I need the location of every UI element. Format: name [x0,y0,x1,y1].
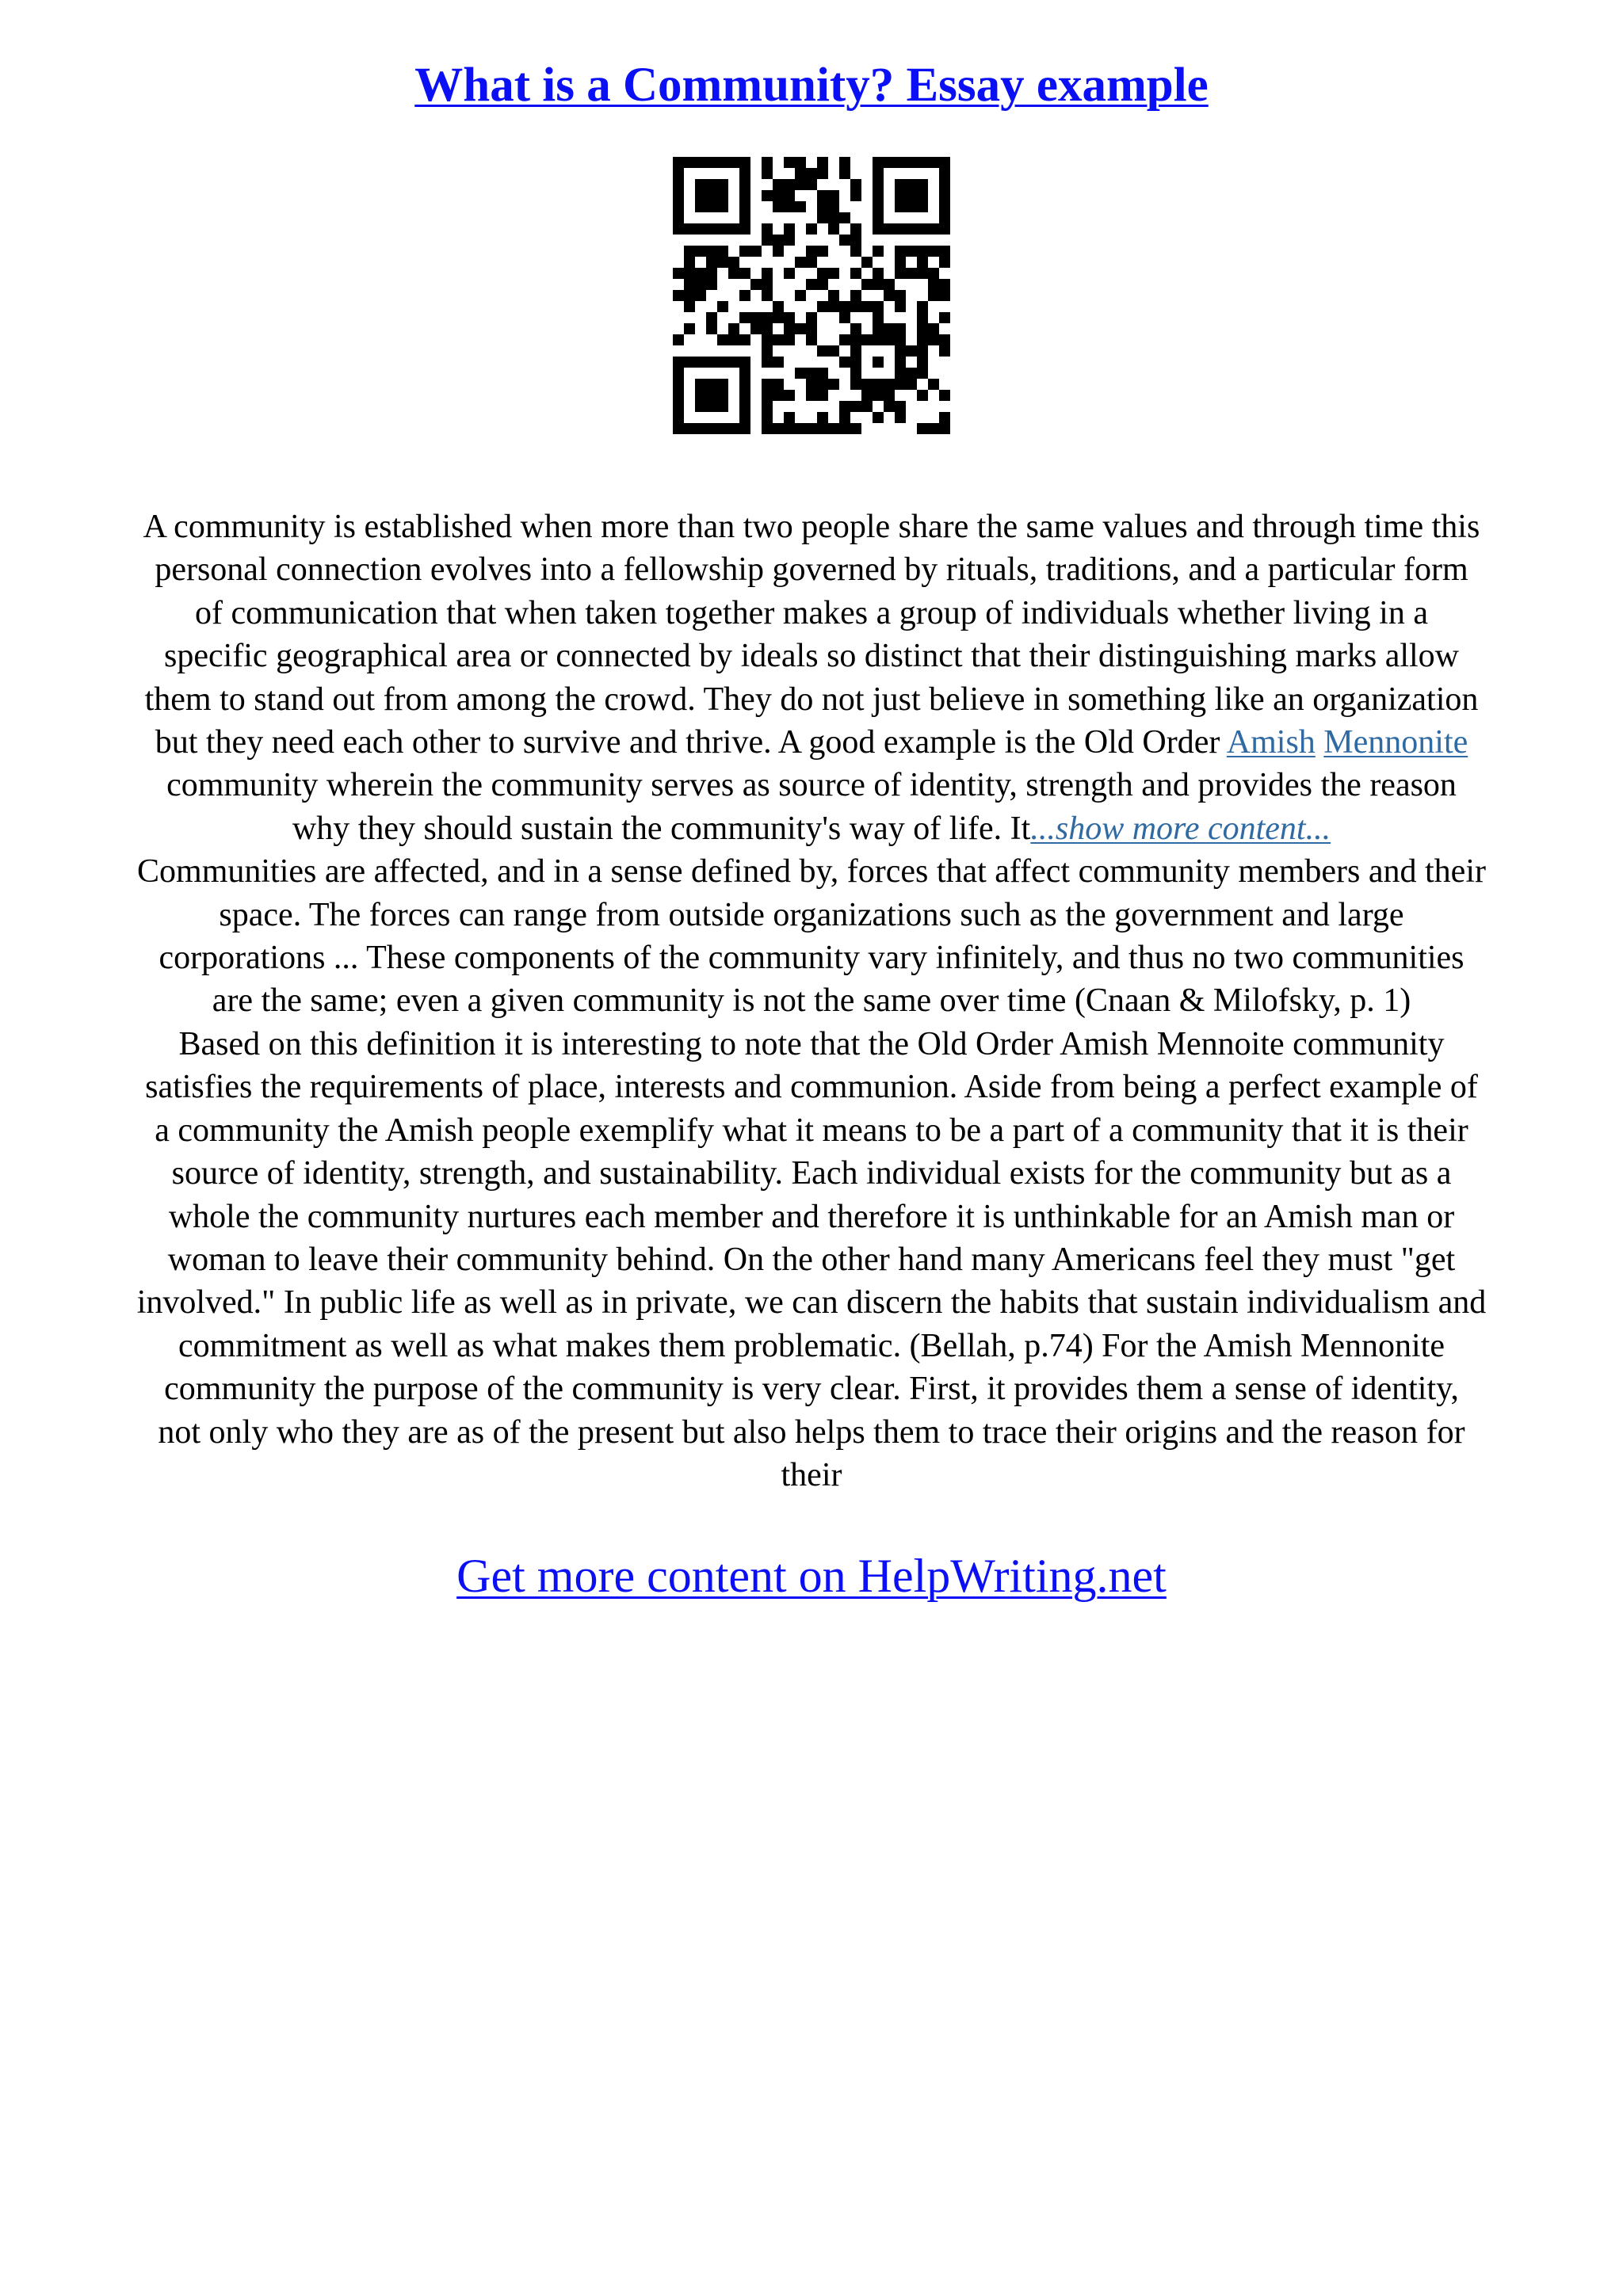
body-line: satisfies the requirements of place, interests and communion. Aside from being a perfect example of [145,1069,1478,1106]
body-line-text: why they should sustain the community's way of life. It [292,810,1031,847]
body-line: their [781,1456,842,1493]
body-line: space. The forces can range from outside organizations such as the government and large [219,896,1404,933]
body-line: whole the community nurtures each member and therefore it is unthinkable for an Amish man or [168,1198,1455,1235]
show-more-link[interactable]: ...show more content... [1030,810,1331,847]
body-line: Communities are affected, and in a sense defined by, forces that affect community members and their [137,853,1486,891]
body-line: them to stand out from among the crowd. They do not just believe in something like an organization [144,681,1479,718]
title-link[interactable]: What is a Community? Essay example [414,59,1209,112]
get-more-content-link[interactable]: Get more content on HelpWriting.net [456,1550,1167,1602]
body-line: A community is established when more than two people share the same values and through time this [143,509,1480,545]
body-line: community the purpose of the community is very clear. First, it provides them a sense of identity, [164,1371,1459,1408]
body-line: commitment as well as what makes them problematic. (Bellah, p.74) For the Amish Mennonite [178,1327,1445,1364]
body-line: woman to leave their community behind. On the other hand many Americans feel they must "get [167,1241,1456,1278]
page-title [0,54,1623,117]
body-line: not only who they are as of the present but also helps them to trace their origins and the reason for [158,1413,1465,1451]
body-line: community wherein the community serves as source of identity, strength and provides the reason [166,767,1457,804]
body-line: of communication that when taken together makes a group of individuals whether living in a [195,594,1428,631]
mennonite-link[interactable]: Mennonite [1323,724,1468,761]
body-line: a community the Amish people exemplify what it means to be a part of a community that it is their [155,1112,1468,1149]
body-line: personal connection evolves into a fellowship governed by rituals, traditions, and a particular form [155,551,1468,589]
footer-cta [0,1545,1623,1607]
body-line: specific geographical area or connected by ideals so distinct that their distinguishing marks allow [163,638,1460,675]
amish-link[interactable]: Amish [1226,724,1316,761]
body-line: source of identity, strength, and sustainability. Each individual exists for the community but as a [171,1155,1452,1192]
essay-body [51,505,1572,1497]
body-line-with-links [51,721,1572,764]
body-line: Based on this definition it is interesting to note that the Old Order Amish Mennoite community [178,1025,1445,1062]
body-line-text: but they need each other to survive and thrive. A good example is the Old Order [155,724,1220,761]
qr-code-icon [673,157,950,434]
body-line: corporations ... These components of the community vary infinitely, and thus no two communities [158,940,1465,977]
body-line: involved." In public life as well as in private, we can discern the habits that sustain individualism and [136,1284,1487,1322]
body-line-with-show-more [51,807,1572,850]
body-line: are the same; even a given community is not the same over time (Cnaan & Milofsky, p. 1) [212,982,1411,1020]
